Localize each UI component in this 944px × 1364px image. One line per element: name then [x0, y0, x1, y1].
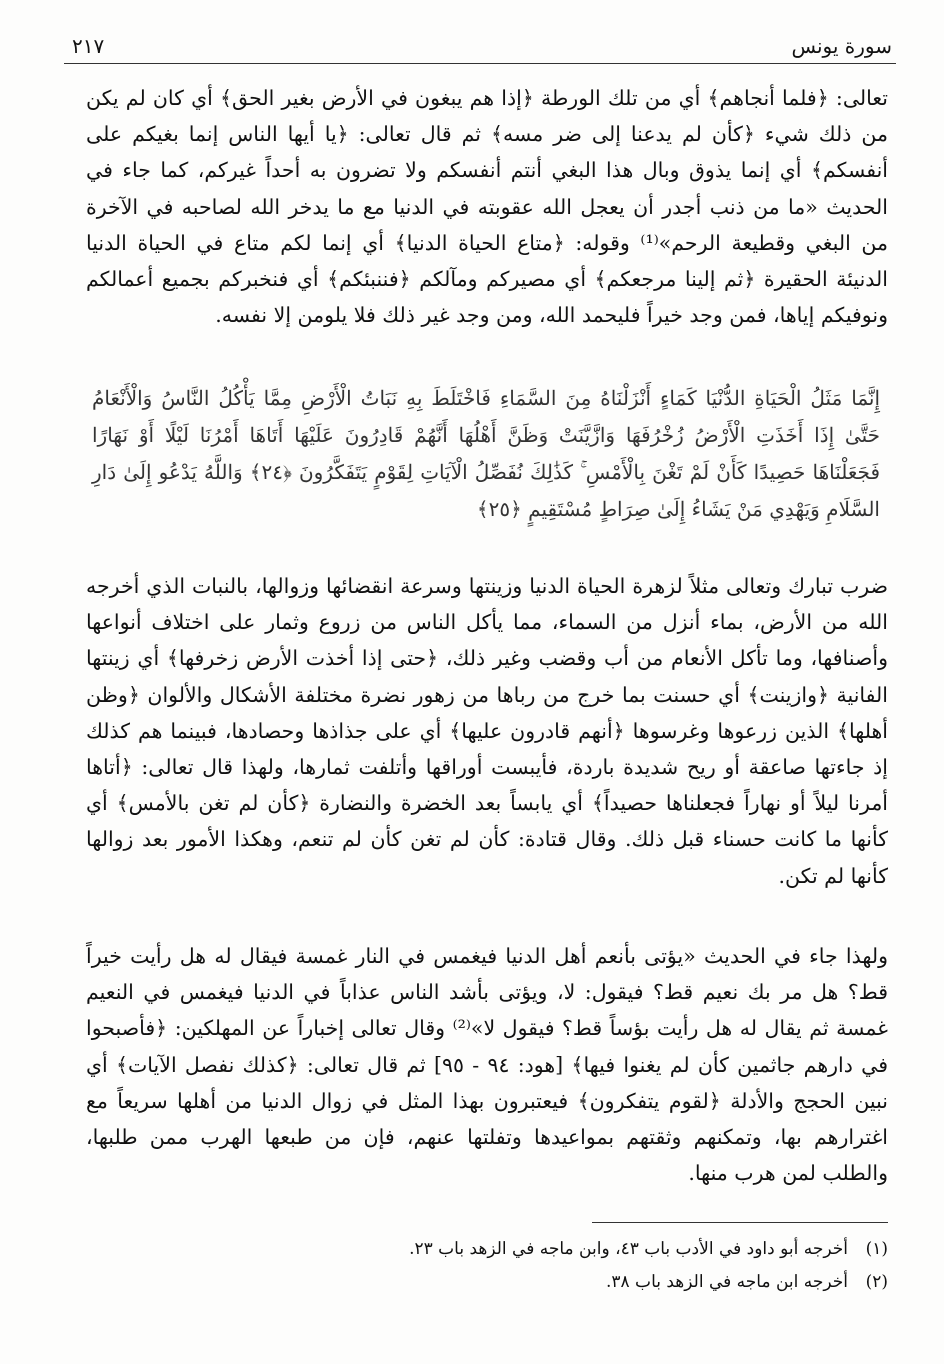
header-rule — [64, 63, 896, 64]
footnote-rule — [592, 1222, 888, 1223]
footnote-1 — [86, 1236, 888, 1262]
paragraph-1: تعالى: ﴿فلما أنجاهم﴾ أي من تلك الورطة ﴿إذا هم يبغون في الأرض بغير الحق﴾ أي كان لم يكن من ذلك شيء ﴿كأن لم يدعنا إلى ضر مسه﴾ ثم قال تعالى: ﴿يا أيها الناس إنما بغيكم على أنفسكم﴾ أي إنما يذوق وبال هذا البغي أنتم أنفسكم ولا تضرون به أحداً غيركم، كما جاء في الحديث «ما من ذنب أجدر أن يعجل الله عقوبته في الدنيا مع ما يدخر الله لصاحبه في الآخرة من البغي وقطيعة الرحم»⁽¹⁾ وقوله: ﴿متاع الحياة الدنيا﴾ أي إنما لكم متاع في الحياة الدنيا الدنيئة الحقيرة ﴿ثم إلينا مرجعكم﴾ أي مصيركم ومآلكم ﴿فننبئكم﴾ أي فنخبركم بجميع أعمالكم ونوفيكم إياها، فمن وجد خيراً فليحمد الله، ومن وجد غير ذلك فلا يلومن إلا نفسه. — [86, 86, 889, 328]
footnote-2 — [86, 1269, 888, 1295]
paragraph-3: ولهذا جاء في الحديث «يؤتى بأنعم أهل الدنيا فيغمس في النار غمسة فيقال له هل رأيت خيراً قط؟ هل مر بك نعيم قط؟ فيقول: لا، ويؤتى بأشد الناس عذاباً في الدنيا فيغمس في النعيم غمسة ثم يقال له هل رأيت بؤساً قط؟ فيقول لا»⁽²⁾ وقال تعالى إخباراً عن المهلكين: ﴿فأصبحوا في دارهم جاثمين كأن لم يغنوا فيها﴾ [هود: ٩٤ - ٩٥] ثم قال تعالى: ﴿كذلك نفصل الآيات﴾ أي نبين الحجج والأدلة ﴿لقوم يتفكرون﴾ فيعتبرون بهذا المثل في زوال الدنيا من أهلها سريعاً مع اغترارهم بها، وتمكنهم وثقتهم بمواعيدها وتفلتها عنهم، فإن من طبعها الهرب ممن طلبها، والطلب لمن هرب منها. — [86, 944, 888, 1186]
footnote-marker: (٢) — [865, 1272, 888, 1292]
footnote-text: أخرجه ابن ماجه في الزهد باب ٣٨. — [605, 1272, 848, 1292]
quran-verse: إِنَّمَا مَثَلُ الْحَيَاةِ الدُّنْيَا كَمَاءٍ أَنْزَلْنَاهُ مِنَ السَّمَاءِ فَاخْتَلَطَ بِهِ نَبَاتُ الْأَرْضِ مِمَّا يَأْكُلُ النَّاسُ وَالْأَنْعَامُ حَتَّىٰ إِذَا أَخَذَتِ الْأَرْضُ زُخْرُفَهَا وَازَّيَّنَتْ وَظَنَّ أَهْلُهَا أَنَّهُمْ قَادِرُونَ عَلَيْهَا أَتَاهَا أَمْرُنَا لَيْلًا أَوْ نَهَارًا فَجَعَلْنَاهَا حَصِيدًا كَأَنْ لَمْ تَغْنَ بِالْأَمْسِ ۚ كَذَٰلِكَ نُفَصِّلُ الْآيَاتِ لِقَوْمٍ يَتَفَكَّرُونَ ﴿٢٤﴾ وَاللَّهُ يَدْعُو إِلَىٰ دَارِ السَّلَامِ وَيَهْدِي مَنْ يَشَاءُ إِلَىٰ صِرَاطٍ مُسْتَقِيمٍ ﴿٢٥﴾ — [92, 386, 880, 521]
page-number: ٢١٧ — [72, 34, 105, 58]
footnote-marker: (١) — [865, 1239, 888, 1259]
page-header — [64, 28, 896, 64]
footnote-text: أخرجه أبو داود في الأدب باب ٤٣، وابن ماجه في الزهد باب ٢٣. — [409, 1239, 848, 1259]
surah-title: سورة يونس — [791, 34, 892, 58]
paragraph-2: ضرب تبارك وتعالى مثلاً لزهرة الحياة الدنيا وزينتها وسرعة انقضائها وزوالها، بالنبات الذي أخرجه الله من الأرض، بماء أنزل من السماء، مما يأكل الناس من زروع وثمار على اختلاف أنواعها وأصنافها، وما تأكل الأنعام من أب وقضب وغير ذلك، ﴿حتى إذا أخذت الأرض زخرفها﴾ أي زينتها الفانية ﴿وازينت﴾ أي حسنت بما خرج من رباها من زهور نضرة مختلفة الأشكال والألوان ﴿وظن أهلها﴾ الذين زرعوها وغرسوها ﴿أنهم قادرون عليها﴾ أي على جذاذها وحصادها، فبينما هم كذلك إذ جاءتها صاعقة أو ريح شديدة باردة، فأيبست أوراقها وأتلفت ثمارها، ولهذا قال تعالى: ﴿أتاها أمرنا ليلاً أو نهاراً فجعلناها حصيداً﴾ أي يابساً بعد الخضرة والنضارة ﴿كأن لم تغن بالأمس﴾ أي كأنها ما كانت حسناء قبل ذلك. وقال قتادة: كأن لم تغن كأن لم تنعم، وهكذا الأمور بعد زوالها كأنها لم تكن. — [86, 574, 888, 888]
